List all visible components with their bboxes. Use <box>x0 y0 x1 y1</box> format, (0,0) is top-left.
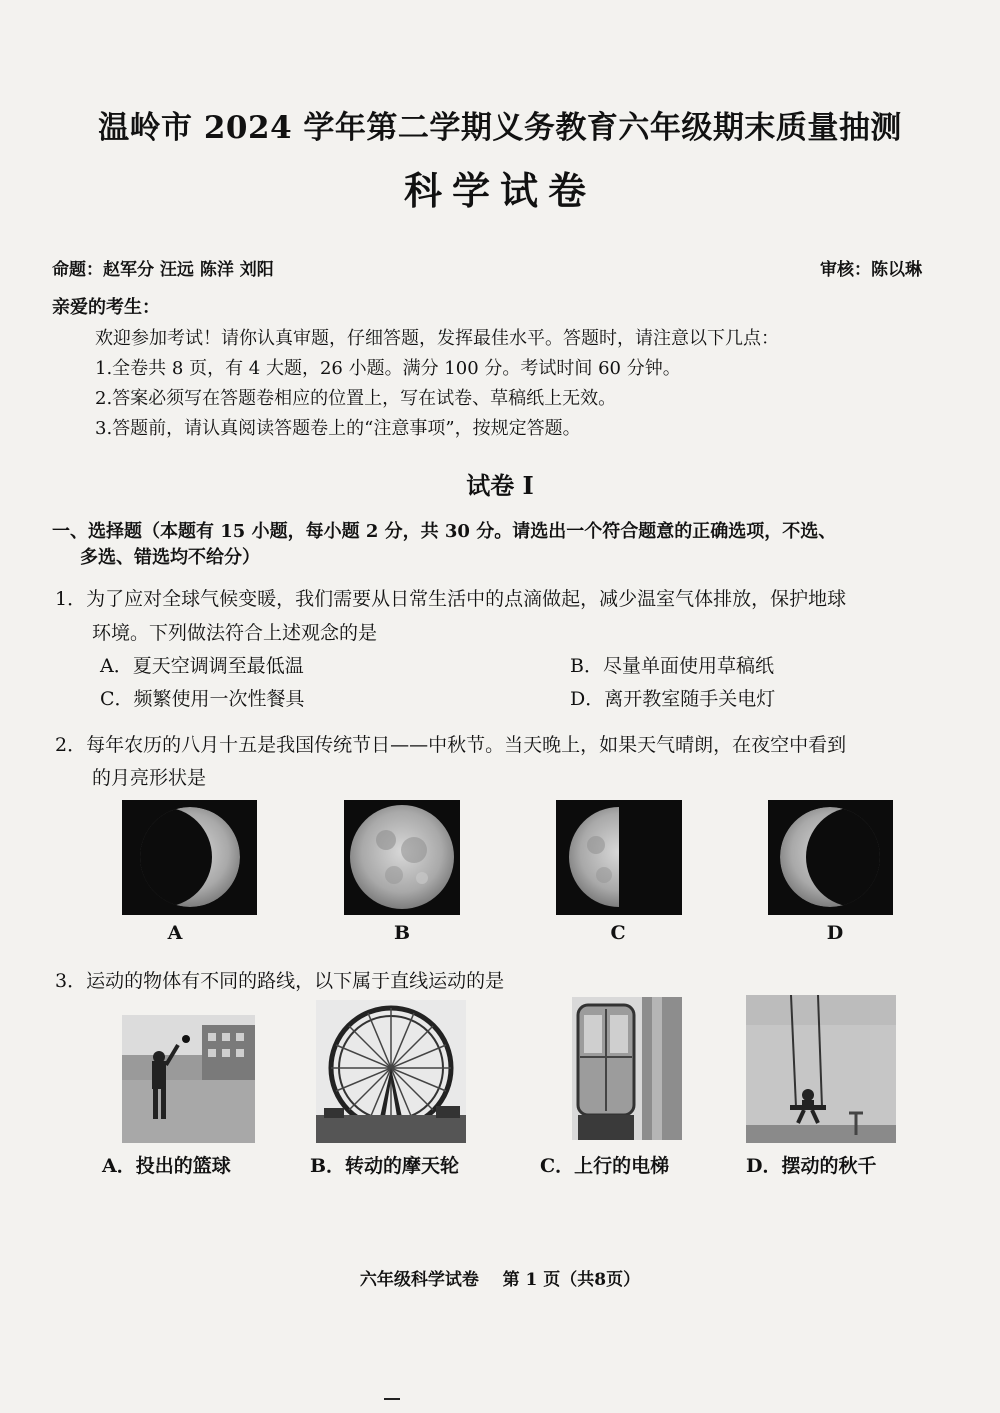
q3-label-b: B．转动的摩天轮 <box>310 1155 460 1177</box>
q1-option-a: A．夏天空调调至最低温 <box>100 655 304 677</box>
exam-subtitle: 科学试卷 <box>403 168 596 213</box>
q1-option-d: D．离开教室随手关电灯 <box>570 688 776 710</box>
part-instruction-line2: 多选、错选均不给分） <box>80 547 260 568</box>
moon-image-a <box>122 800 257 915</box>
q3-label-c: C．上行的电梯 <box>540 1155 670 1177</box>
moon-label-a: A <box>167 922 183 944</box>
page-footer: 六年级科学试卷 第 1 页（共8页） <box>359 1270 641 1290</box>
q1-stem-line1: 1．为了应对全球气候变暖，我们需要从日常生活中的点滴做起，减少温室气体排放，保护地球 <box>55 588 847 610</box>
photo-ferris-wheel <box>316 1000 466 1143</box>
section-title: 试卷 I <box>466 471 534 500</box>
note-3: 3.答题前，请认真阅读答题卷上的“注意事项”，按规定答题。 <box>95 418 581 439</box>
moon-image-c <box>556 800 682 915</box>
greeting: 亲爱的考生： <box>52 297 160 318</box>
q1-option-b: B．尽量单面使用草稿纸 <box>570 655 774 677</box>
welcome-text: 欢迎参加考试！请你认真审题，仔细答题，发挥最佳水平。答题时，请注意以下几点： <box>95 328 779 349</box>
photo-swing <box>746 995 896 1143</box>
moon-image-d <box>768 800 893 915</box>
q3-label-a: A．投出的篮球 <box>102 1155 231 1177</box>
reviewer: 审核：陈以琳 <box>820 260 922 280</box>
authors: 命题：赵军分 汪远 陈洋 刘阳 <box>52 260 274 280</box>
moon-label-d: D <box>826 922 844 944</box>
photo-elevator <box>572 997 682 1140</box>
moon-label-b: B <box>393 922 411 944</box>
q2-stem-line2: 的月亮形状是 <box>92 767 207 789</box>
q2-stem-line1: 2．每年农历的八月十五是我国传统节日——中秋节。当天晚上，如果天气晴朗，在夜空中看到 <box>55 734 847 756</box>
part-instruction-line1: 一、选择题（本题有 15 小题，每小题 2 分，共 30 分。请选出一个符合题意的正确选项，不选、 <box>52 521 837 542</box>
moon-image-b <box>344 800 460 915</box>
photo-basketball <box>122 1015 255 1143</box>
edge-mark <box>384 1398 400 1400</box>
q1-option-c: C．频繁使用一次性餐具 <box>100 688 305 710</box>
moon-label-c: C <box>610 922 626 944</box>
note-1: 1.全卷共 8 页，有 4 大题，26 小题。满分 100 分。考试时间 60 分钟。 <box>95 358 681 379</box>
note-2: 2.答案必须写在答题卷相应的位置上，写在试卷、草稿纸上无效。 <box>95 388 617 409</box>
q1-stem-line2: 环境。下列做法符合上述观念的是 <box>92 622 378 644</box>
q3-label-d: D．摆动的秋千 <box>746 1155 877 1177</box>
q3-stem: 3．运动的物体有不同的路线，以下属于直线运动的是 <box>55 970 505 992</box>
exam-title: 温岭市 2024 学年第二学期义务教育六年级期末质量抽测 <box>98 110 902 146</box>
